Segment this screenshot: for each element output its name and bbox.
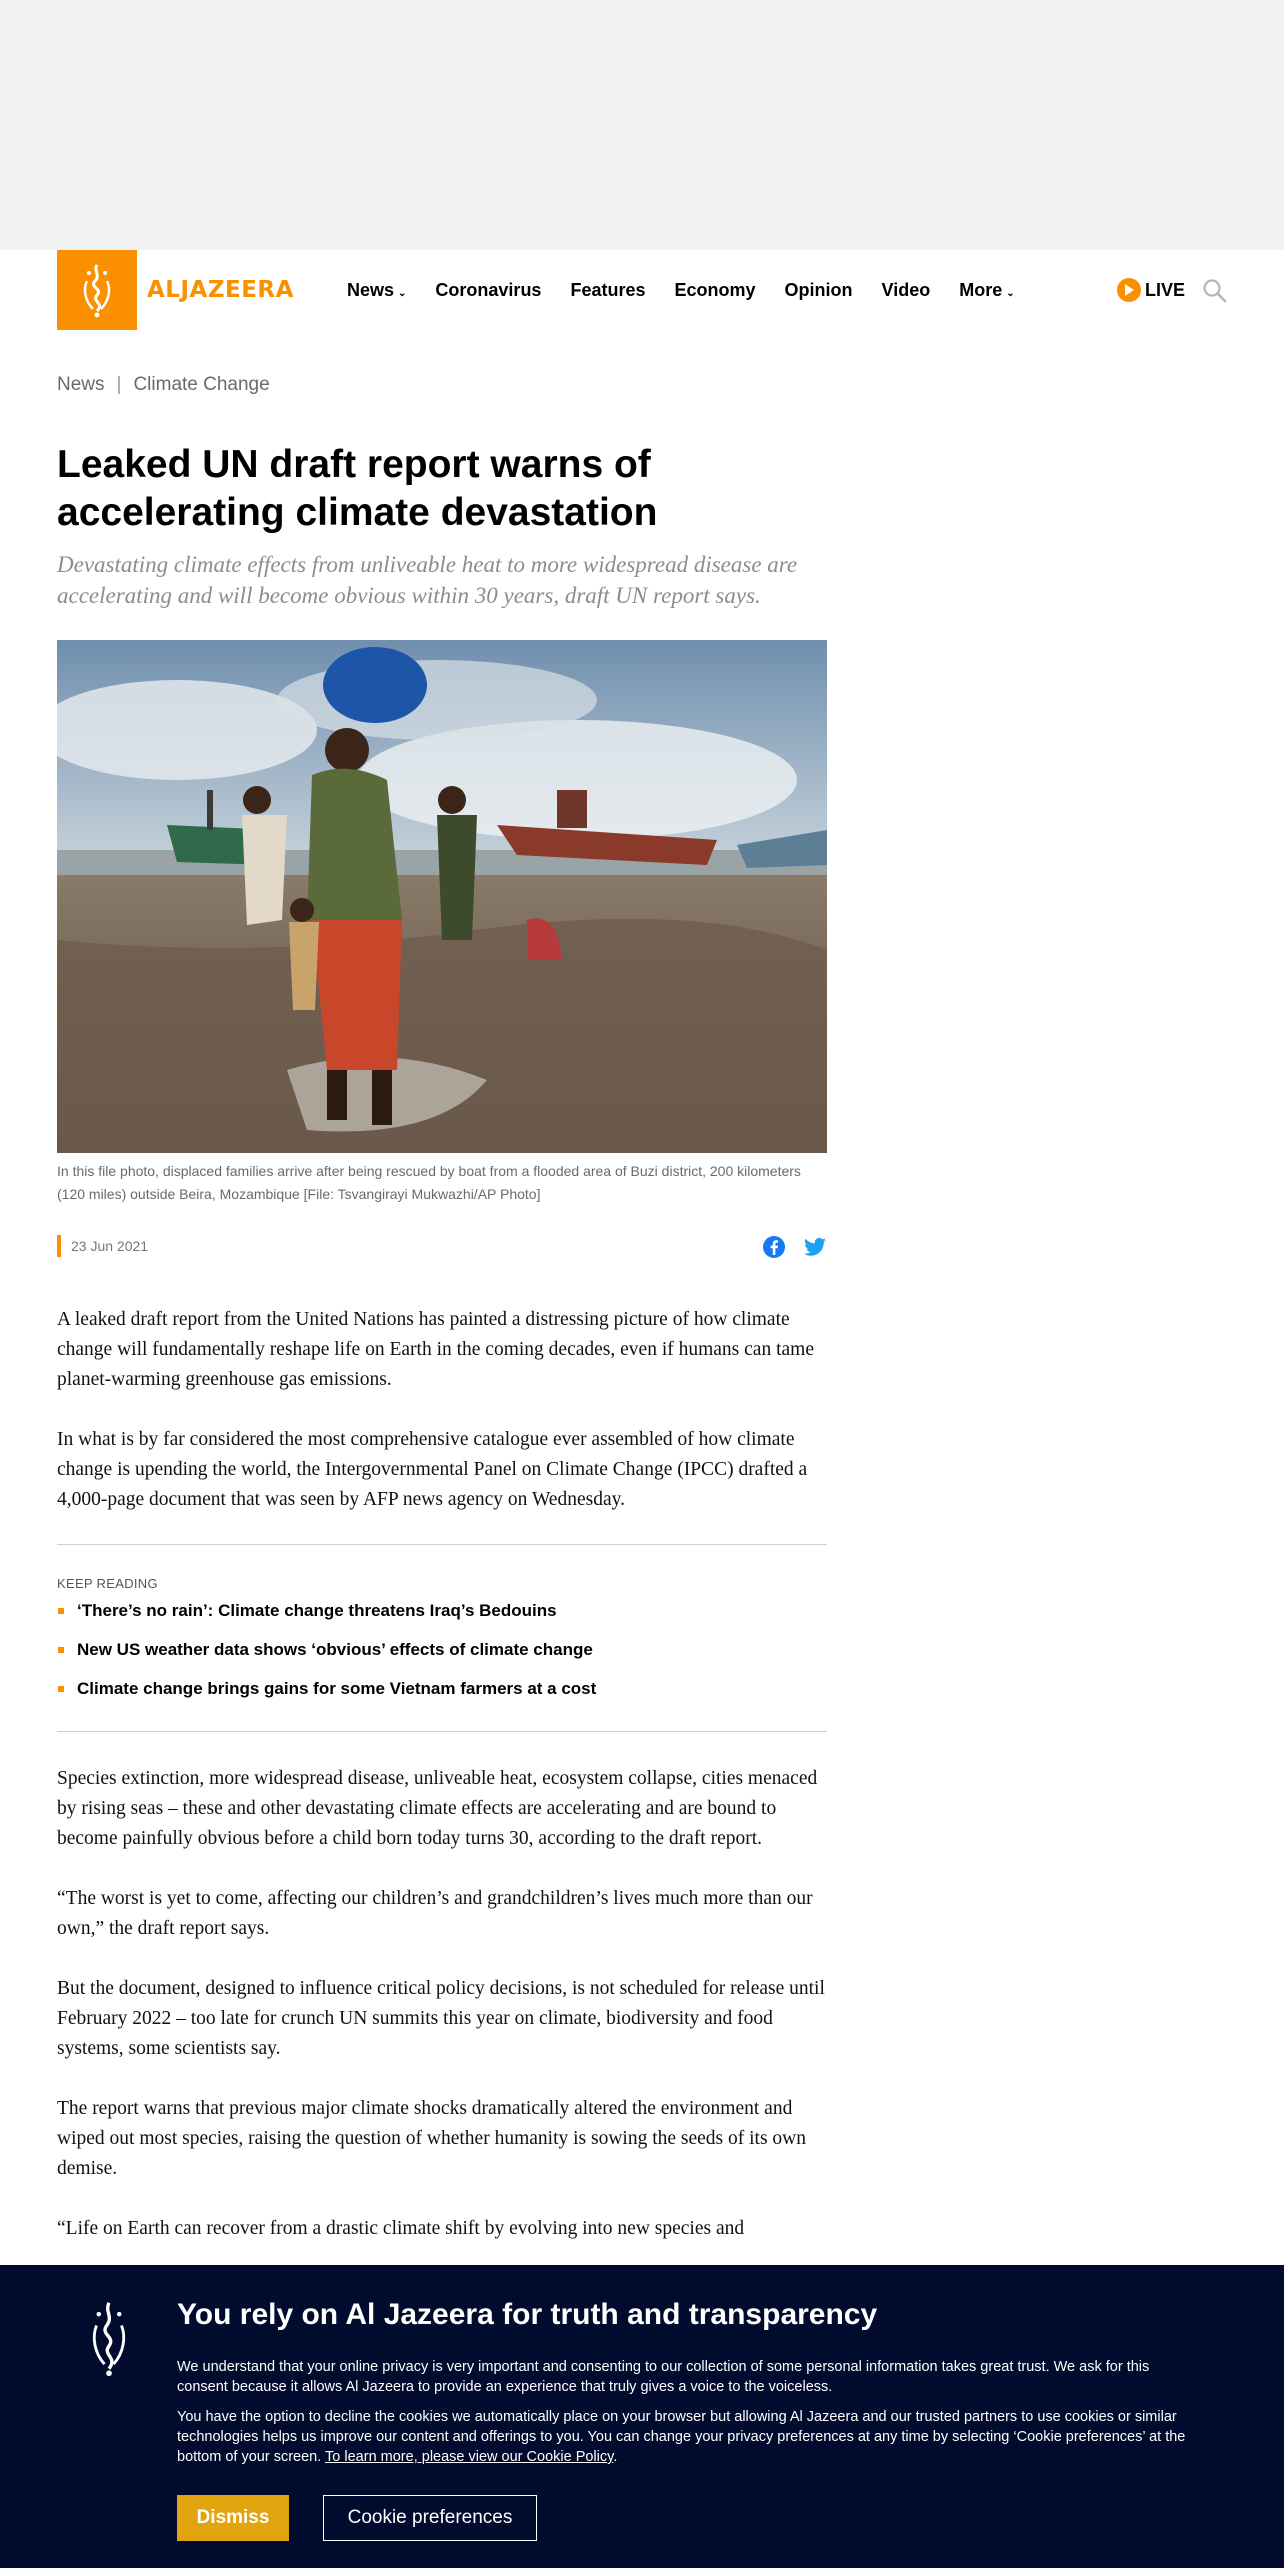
nav-item-news[interactable] bbox=[347, 280, 406, 301]
facebook-icon[interactable] bbox=[762, 1235, 786, 1259]
paragraph: But the document, designed to influence critical policy decisions, is not scheduled for release until February 2022 – too late for crunch UN summits this year on climate, biodiversity and food systems, some scientists say. bbox=[57, 1978, 825, 2059]
site-header bbox=[0, 250, 1284, 330]
date-accent-bar bbox=[57, 1235, 61, 1257]
bullet-icon bbox=[58, 1686, 64, 1692]
keep-reading-link[interactable] bbox=[57, 1600, 596, 1639]
nav-label: Features bbox=[570, 279, 646, 300]
page-title: Leaked UN draft report warns of accelerating climate devastation bbox=[57, 443, 658, 534]
keep-reading-link[interactable] bbox=[57, 1678, 596, 1717]
nav-item-video[interactable] bbox=[882, 280, 931, 301]
ad-slot bbox=[0, 0, 1284, 250]
search-icon[interactable] bbox=[1202, 278, 1228, 304]
article-header bbox=[57, 370, 827, 611]
paragraph: The report warns that previous major climate shocks dramatically altered the environment and wiped out most species, raising the question of whether humanity is sowing the seeds of its own demise. bbox=[57, 2098, 807, 2179]
breadcrumb-separator: | bbox=[116, 374, 122, 395]
chevron-down-icon: ⌄ bbox=[398, 287, 407, 299]
nav-label: Coronavirus bbox=[435, 279, 542, 300]
cookie-text bbox=[177, 2407, 1197, 2467]
nav-label: Economy bbox=[674, 279, 756, 300]
keep-reading-link[interactable] bbox=[57, 1639, 596, 1678]
article-body-bottom bbox=[57, 1764, 827, 2274]
live-button[interactable] bbox=[1117, 278, 1185, 302]
logo-emblem-icon bbox=[57, 250, 137, 330]
main-nav bbox=[347, 250, 1044, 330]
link-text: New US weather data shows ‘obvious’ effects of climate change bbox=[77, 1640, 593, 1659]
breadcrumb-climate-change[interactable]: Climate Change bbox=[133, 374, 270, 395]
cookie-text: We understand that your online privacy is very important and consenting to our collection of some personal information takes great trust. We ask for this consent because it allows Al Jazeera to provide an experience that truly gives a voice to the voiceless. bbox=[177, 2359, 1150, 2395]
article-body-top bbox=[57, 1305, 827, 1545]
twitter-icon[interactable] bbox=[803, 1235, 827, 1259]
nav-item-coronavirus[interactable] bbox=[435, 280, 541, 301]
photo-caption: In this file photo, displaced families arrive after being rescued by boat from a flooded area of Buzi district, 200 kilometers (120 miles) outside Beira, Mozambique [File: Tsvangirayi Mukwazhi/AP Photo] bbox=[57, 1163, 801, 1202]
article-subtitle: Devastating climate effects from unliveable heat to more widespread disease are accelerating and will become obvious within 30 years, draft UN report says. bbox=[57, 552, 798, 608]
brand-name: ALJAZEERA bbox=[147, 277, 294, 303]
bullet-icon bbox=[58, 1647, 64, 1653]
nav-label: Opinion bbox=[784, 279, 853, 300]
breadcrumb bbox=[57, 370, 827, 400]
live-label: LIVE bbox=[1145, 279, 1186, 300]
chevron-down-icon: ⌄ bbox=[1006, 287, 1015, 299]
play-icon bbox=[1117, 278, 1141, 302]
cookie-preferences-button[interactable]: Cookie preferences bbox=[323, 2495, 537, 2541]
keep-reading-list bbox=[57, 1600, 596, 1717]
paragraph: A leaked draft report from the United Nations has painted a distressing picture of how climate change will fundamentally reshape life on Earth in the coming decades, even if humans can tame planet-warming greenhouse gas emissions. bbox=[57, 1309, 814, 1390]
keep-reading bbox=[57, 1544, 827, 1732]
nav-label: More bbox=[959, 279, 1003, 300]
cookie-title: You rely on Al Jazeera for truth and transparency bbox=[177, 2298, 878, 2331]
bullet-icon bbox=[58, 1608, 64, 1614]
nav-item-more[interactable] bbox=[959, 280, 1014, 301]
keep-reading-label: KEEP READING bbox=[57, 1576, 158, 1591]
cookie-policy-link[interactable]: To learn more, please view our Cookie Policy bbox=[325, 2449, 614, 2465]
cookie-banner bbox=[0, 2265, 1284, 2568]
nav-item-economy[interactable] bbox=[675, 280, 756, 301]
nav-item-features[interactable] bbox=[570, 280, 645, 301]
link-text: ‘There’s no rain’: Climate change threatens Iraq’s Bedouins bbox=[77, 1601, 557, 1620]
cookie-text-suffix: . bbox=[613, 2449, 618, 2465]
link-text: Climate change brings gains for some Vietnam farmers at a cost bbox=[77, 1679, 597, 1698]
logo-emblem-icon bbox=[84, 2298, 134, 2378]
hero-photo bbox=[57, 640, 827, 1153]
paragraph: Species extinction, more widespread disease, unliveable heat, ecosystem collapse, cities menaced by rising seas – these and other devastating climate effects are accelerating and are bound to become painfully obvious before a child born today turns 30, according to the draft report. bbox=[57, 1768, 818, 1849]
date-text: 23 Jun 2021 bbox=[71, 1238, 149, 1254]
nav-label: News bbox=[347, 279, 395, 300]
paragraph: “The worst is yet to come, affecting our children’s and grandchildren’s lives much more than our own,” the draft report says. bbox=[57, 1888, 813, 1939]
breadcrumb-news[interactable]: News bbox=[57, 374, 105, 395]
paragraph: In what is by far considered the most comprehensive catalogue ever assembled of how climate change is upending the world, the Intergovernmental Panel on Climate Change (IPCC) drafted a 4,000-page document that was seen by AFP news agency on Wednesday. bbox=[57, 1429, 808, 1510]
cookie-text-body: You have the option to decline the cookies we automatically place on your browser but allowing Al Jazeera and our trusted partners to use cookies or similar technologies helps us improve our content and offerings to you. You can change your privacy preferences at any time by selecting ‘Cookie preferences’ at the bottom of your screen. bbox=[177, 2409, 1186, 2465]
nav-label: Video bbox=[881, 279, 931, 300]
site-logo[interactable] bbox=[57, 250, 294, 330]
nav-item-opinion[interactable] bbox=[785, 280, 853, 301]
dismiss-button[interactable]: Dismiss bbox=[177, 2495, 289, 2541]
article-date bbox=[57, 1235, 148, 1257]
paragraph: “Life on Earth can recover from a drastic climate shift by evolving into new species and bbox=[57, 2218, 745, 2239]
